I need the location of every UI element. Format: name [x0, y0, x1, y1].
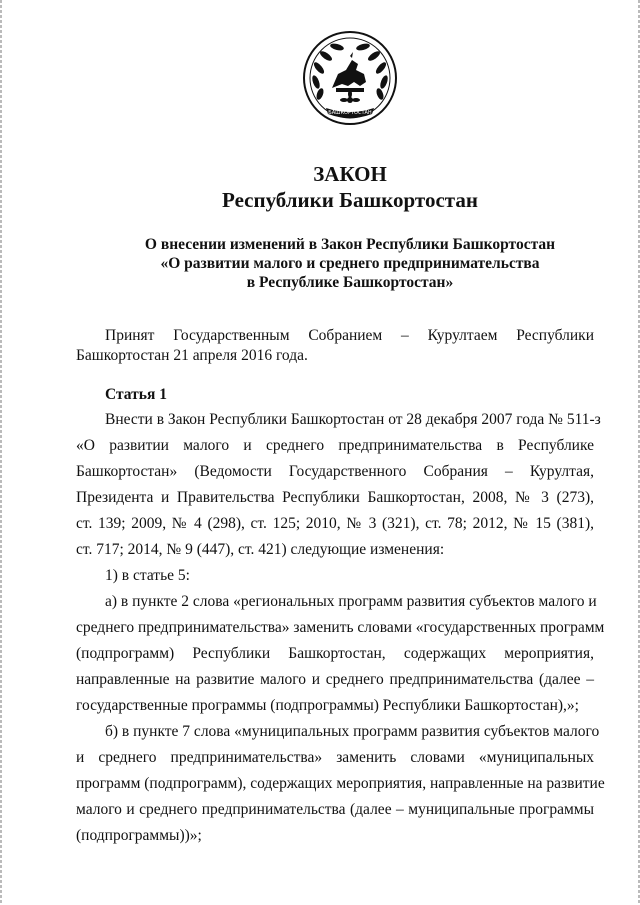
article-text-line: ст. 717; 2014, № 9 (447), ст. 421) следующие изменения:	[76, 541, 445, 558]
coat-of-arms-emblem	[302, 30, 398, 126]
article-text-line: «О развитии малого и среднего предпринимательства в Республике	[76, 437, 594, 454]
page-edge-left	[0, 0, 2, 905]
article-text-line: 1) в статье 5:	[105, 567, 190, 584]
law-subject-line-3: в Республике Башкортостан»	[246, 274, 454, 291]
adoption-statement-line-1: Принят Государственным Собранием – Курултаем Республики	[105, 327, 594, 344]
article-text-line: государственные программы (подпрограммы) Республики Башкортостан),»;	[76, 697, 579, 714]
article-text-line: и среднего предпринимательства» заменить словами «муниципальных	[76, 749, 594, 766]
article-text-line: Внести в Закон Республики Башкортостан от 28 декабря 2007 года № 511-з	[105, 411, 601, 428]
adoption-statement-line-2: Башкортостан 21 апреля 2016 года.	[76, 347, 308, 364]
article-text-line: среднего предпринимательства» заменить словами «государственных программ	[76, 619, 605, 636]
law-subject-line-2: «О развитии малого и среднего предпринимательства	[160, 255, 540, 272]
article-text-line: Башкортостан» (Ведомости Государственного Собрания – Курултая,	[76, 463, 594, 480]
article-text-line: ст. 139; 2009, № 4 (298), ст. 125; 2010, № 3 (321), ст. 78; 2012, № 15 (381),	[76, 515, 594, 532]
article-heading: Статья 1	[105, 386, 167, 403]
article-text-line: б) в пункте 7 слова «муниципальных программ развития субъектов малого	[105, 723, 600, 740]
article-text-line: направленные на развитие малого и среднего предпринимательства (далее –	[76, 671, 594, 688]
law-subject-line-1: О внесении изменений в Закон Республики Башкортостан	[144, 236, 556, 253]
document-title: ЗАКОН	[313, 162, 387, 186]
document-title-republic: Республики Башкортостан	[222, 188, 478, 212]
article-text-line: (подпрограммы))»;	[76, 827, 202, 844]
emblem-ribbon-text: БАШКОРТОСТАН	[328, 110, 372, 116]
article-text-line: (подпрограмм) Республики Башкортостан, содержащих мероприятия,	[76, 645, 594, 662]
article-text-line: программ (подпрограмм), содержащих мероприятия, направленные на развитие	[76, 775, 605, 792]
article-text-line: малого и среднего предпринимательства (далее – муниципальные программы	[76, 801, 594, 818]
emblem-icon	[302, 30, 398, 126]
article-text-line: а) в пункте 2 слова «региональных программ развития субъектов малого и	[105, 593, 597, 610]
article-text-line: Президента и Правительства Республики Башкортостан, 2008, № 3 (273),	[76, 489, 594, 506]
